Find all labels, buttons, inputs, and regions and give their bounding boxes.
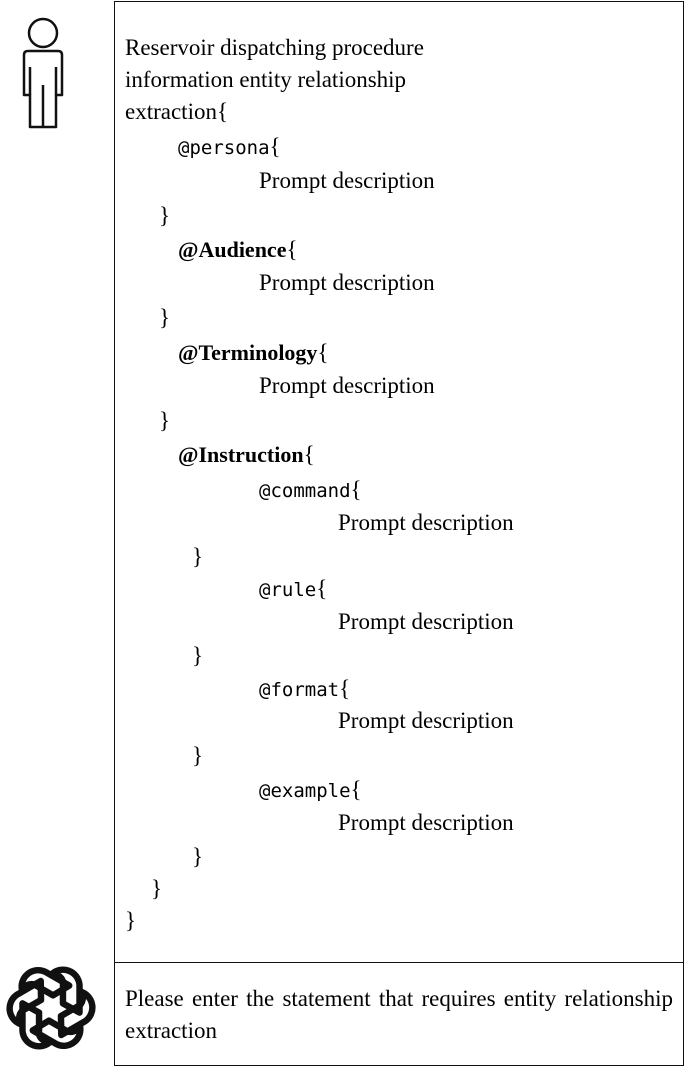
audience-description: Prompt description xyxy=(259,270,435,295)
terminology-close-brace: } xyxy=(159,408,171,433)
command-close-brace: } xyxy=(192,544,204,569)
example-header xyxy=(259,775,362,806)
persona-tag: @persona xyxy=(178,137,270,159)
title-line-1: Reservoir dispatching procedure xyxy=(125,35,424,60)
persona-open-brace: { xyxy=(269,134,281,159)
terminology-tag: @Terminology xyxy=(178,340,318,365)
command-header xyxy=(259,475,362,506)
audience-close-brace: } xyxy=(159,305,171,330)
command-tag: @command xyxy=(259,480,351,502)
command-open-brace: { xyxy=(350,477,362,502)
user-icon xyxy=(14,15,72,130)
rule-description: Prompt description xyxy=(338,609,514,634)
openai-logo-icon xyxy=(5,962,97,1054)
audience-tag: @Audience xyxy=(178,237,287,262)
title-line-3: extraction{ xyxy=(125,99,228,124)
rule-close-brace: } xyxy=(192,643,204,668)
statement-input-box xyxy=(114,962,684,1066)
format-tag: @format xyxy=(259,679,340,701)
format-open-brace: { xyxy=(339,676,351,701)
title-line-2: information entity relationship xyxy=(125,67,407,92)
terminology-header xyxy=(178,338,328,368)
outer-close-brace: } xyxy=(125,908,137,933)
instruction-tag: @Instruction xyxy=(178,442,304,467)
rule-header xyxy=(259,574,327,605)
instruction-open-brace: { xyxy=(303,442,315,467)
audience-header xyxy=(178,235,298,265)
rule-open-brace: { xyxy=(316,576,328,601)
persona-close-brace: } xyxy=(159,203,171,228)
persona-header xyxy=(178,132,281,163)
example-close-brace: } xyxy=(192,844,204,869)
instruction-close-brace: } xyxy=(151,876,163,901)
rule-tag: @rule xyxy=(259,579,317,601)
format-header xyxy=(259,674,350,705)
format-close-brace: } xyxy=(192,743,204,768)
example-open-brace: { xyxy=(350,777,362,802)
instruction-header xyxy=(178,440,315,470)
example-tag: @example xyxy=(259,780,351,802)
command-description: Prompt description xyxy=(338,510,514,535)
terminology-description: Prompt description xyxy=(259,373,435,398)
format-description: Prompt description xyxy=(338,708,514,733)
statement-prompt-text: Please enter the statement that requires entity relationship extraction xyxy=(125,986,673,1043)
persona-description: Prompt description xyxy=(259,168,435,193)
audience-open-brace: { xyxy=(286,237,298,262)
prompt-template-box xyxy=(114,1,684,964)
terminology-open-brace: { xyxy=(317,340,329,365)
example-description: Prompt description xyxy=(338,810,514,835)
